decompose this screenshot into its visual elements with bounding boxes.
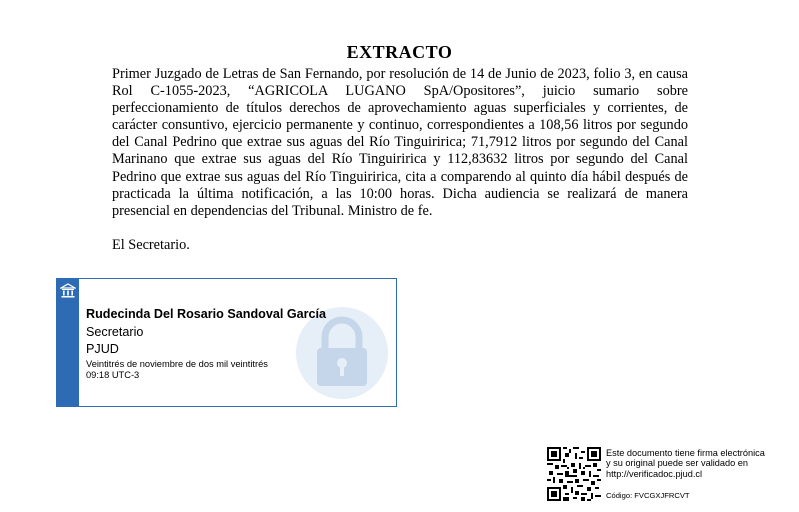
signature-timestamp: [86, 359, 268, 380]
verification-notice: [606, 448, 796, 479]
signer-name: Rudecinda Del Rosario Sandoval García: [86, 307, 327, 321]
verification-url[interactable]: http://verificadoc.pjud.cl: [606, 468, 703, 479]
extract-body: Primer Juzgado de Letras de San Fernando, por resolución de 14 de Junio de 2023, folio 3, en causa Rol C-1055-2023, “AGRICOLA LUGANO SpA/Opositores”, juicio sumario sobre perfeccionamiento de títulos derechos de aprovechamiento aguas superficiales y corrientes, de carácter consuntivo, ejercicio permanente y continuo, correspondientes a 108,56 litros por segundo del Canal Pedrino que extrae sus aguas del Río Tinguiririca; 71,7912 litros por segundo del Canal Marinano que extrae sus aguas del Río Tinguiririca y 112,83632 litros por segundo del Canal Pedrino que extrae sus aguas del Río Tinguiririca, cita a comparendo al quinto día hábil después de practicada la última notificación, a las 10:00 horas. Dicha audiencia se realizará de manera presencial en dependencias del Tribunal. Ministro de fe.: [112, 66, 688, 219]
verification-code: Código: FVCGXJFRCVT: [606, 491, 690, 500]
signature-date: Veintitrés de noviembre de dos mil veintitrés: [86, 359, 268, 369]
electronic-signature-box: [56, 278, 397, 407]
verification-line-2: y su original puede ser validado en: [606, 458, 748, 469]
signature-accent-bar: [57, 279, 79, 406]
verification-line-1: Este documento tiene firma electrónica: [606, 448, 765, 458]
signer-organization: PJUD: [86, 342, 119, 356]
document-title: EXTRACTO: [346, 42, 453, 62]
qr-code-icon: [547, 447, 601, 501]
signoff: El Secretario.: [112, 237, 190, 253]
signer-role: Secretario: [86, 325, 144, 339]
signature-time: 09:18 UTC-3: [86, 369, 140, 380]
courthouse-icon: [60, 283, 76, 299]
